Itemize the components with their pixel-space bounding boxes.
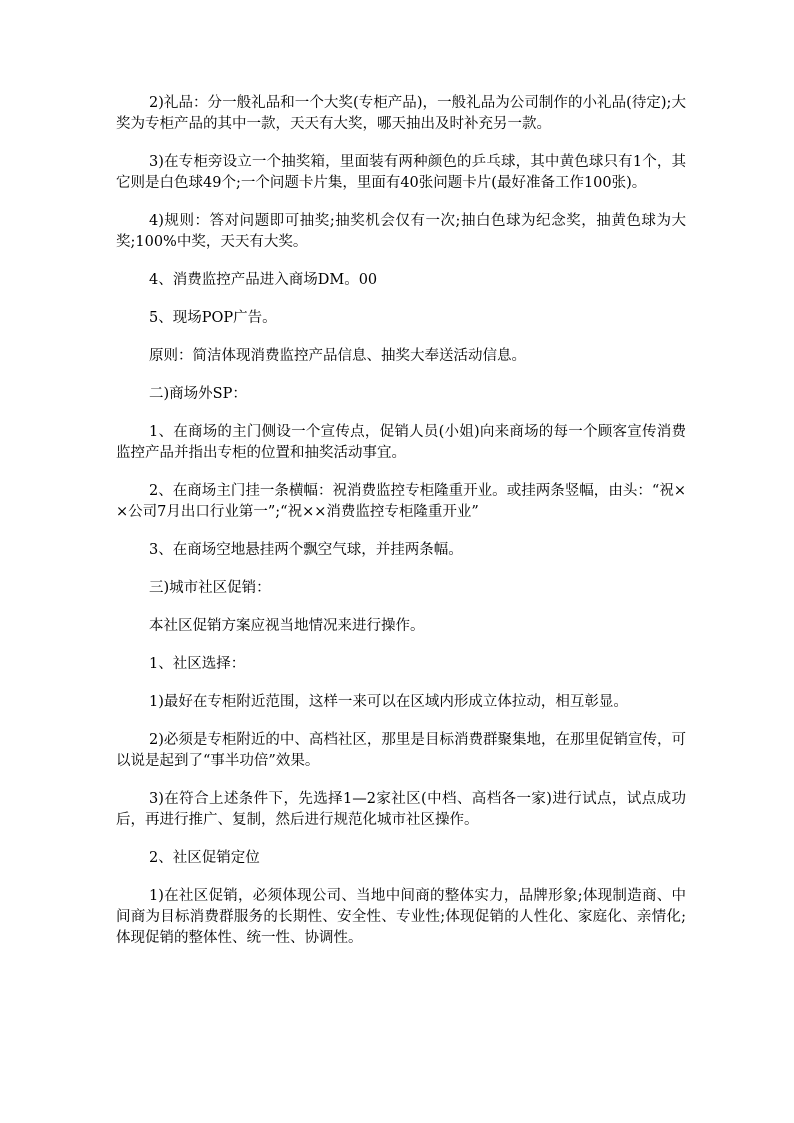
- paragraph-selection-1: 1)最好在专柜附近范围，这样一来可以在区域内形成立体拉动，相互彰显。: [149, 694, 628, 710]
- paragraph-principle: 原则：简洁体现消费监控产品信息、抽奖大奉送活动信息。: [149, 348, 526, 364]
- paragraph-balloons: 3、在商场空地悬挂两个飘空气球，并挂两条幅。: [149, 542, 463, 558]
- subheading-community-selection: 1、社区选择：: [149, 656, 246, 672]
- paragraph-selection-3: 3)在符合上述条件下，先选择1—2家社区(中档、高档各一家)进行试点，试点成功后，再进行推广、复制，然后进行规范化城市社区操作。: [116, 791, 686, 828]
- section-heading-outside-sp: 二)商场外SP：: [149, 386, 247, 402]
- paragraph-community-intro: 本社区促销方案应视当地情况来进行操作。: [149, 618, 425, 634]
- paragraph-positioning-1: 1)在社区促销，必须体现公司、当地中间商的整体实力，品牌形象;体现制造商、中间商为目标消费群服务的长期性、安全性、专业性;体现促销的人性化、家庭化、亲情化;体现促销的整体性、统一性、协调性。: [116, 888, 686, 946]
- paragraph-selection-2: 2)必须是专柜附近的中、高档社区，那里是目标消费群聚集地，在那里促销宣传，可以说是起到了“事半功倍”效果。: [116, 732, 686, 769]
- paragraph-lottery-rules: 4)规则：答对问题即可抽奖;抽奖机会仅有一次;抽白色球为纪念奖，抽黄色球为大奖;100%中奖，天天有大奖。: [116, 213, 686, 250]
- paragraph-lottery-box: 3)在专柜旁设立一个抽奖箱，里面装有两种颜色的乒乓球，其中黄色球只有1个，其它则是白色球49个;一个问题卡片集，里面有40张问题卡片(最好准备工作100张)。: [116, 154, 686, 191]
- document-body: [116, 93, 686, 966]
- paragraph-dm: 4、消费监控产品进入商场DM。00: [149, 272, 378, 288]
- paragraph-pop: 5、现场POP广告。: [149, 310, 277, 326]
- paragraph-gift-rules: 2)礼品：分一般礼品和一个大奖(专柜产品)，一般礼品为公司制作的小礼品(待定);大奖为专柜产品的其中一款，天天有大奖，哪天抽出及时补充另一款。: [116, 95, 686, 132]
- subheading-community-positioning: 2、社区促销定位: [149, 850, 260, 866]
- paragraph-promo-point: 1、在商场的主门侧设一个宣传点，促销人员(小姐)向来商场的每一个顾客宣传消费监控产品并指出专柜的位置和抽奖活动事宜。: [116, 424, 686, 461]
- section-heading-community: 三)城市社区促销：: [149, 580, 271, 596]
- paragraph-banner: 2、在商场主门挂一条横幅：祝消费监控专柜隆重开业。或挂两条竖幅，由头：“祝××公司7月出口行业第一”;“祝××消费监控专柜隆重开业”: [116, 483, 686, 520]
